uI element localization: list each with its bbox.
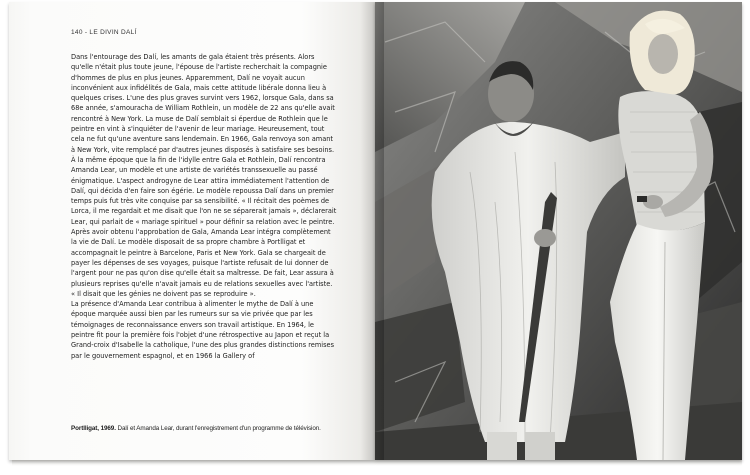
book-gutter-shadow (360, 2, 384, 460)
paragraph: À la même époque que la fin de l'idylle entre Gala et Rothlein, Dalí rencontra Amanda Lear, un modèle et une artiste de variétés transsexuelle au passé énigmatique. L'aspect androgyne de Lear attira immédiatement l'attention de Dalí, qui décida d'en faire son égérie. Le modèle repoussa Dalí dans un premier temps puis fut très vite conquise par sa sensibilité. « Il récitait des poèmes de Lorca, il me regardait et me disait que l'on ne se séparerait jamais », déclarerait Lear, qui parlait de « mariage spirituel » pour définir sa relation avec le peintre. (71, 155, 337, 226)
caption-description: Dalí et Amanda Lear, durant l'enregistrement d'un programme de télévision. (115, 425, 321, 432)
body-text (71, 52, 337, 361)
paragraph: Dans l'entourage des Dalí, les amants de gala étaient très présents. Alors qu'elle n'était plus toute jeune, l'épouse de l'artiste recherchait la compagnie d'hommes de plus en plus jeunes. Apparemment, Dalí ne voyait aucun inconvénient aux infidélités de Gala, mais cette attitude libérale donna lieu à quelques crises. L'une des plus graves survint vers 1962, lorsque Gala, dans sa 68e année, s'amouracha de William Rothlein, un modèle de 22 ans qu'elle avait rencontré à New York. La muse de Dalí semblait si éperdue de Rothlein que le peintre en vint à s'inquiéter de l'avenir de leur mariage. Heureusement, tout cela ne fut qu'une aventure sans lendemain. En 1966, Gala renvoya son amant à New York, vite remplacé par d'autres jeunes disposés à satisfaire ses besoins. (71, 53, 335, 154)
running-head: 140 - LE DIVIN DALÍ (71, 29, 137, 36)
paragraph: La présence d'Amanda Lear contribua à alimenter le mythe de Dalí à une époque marquée aussi bien par les rumeurs sur sa vie privée que par les témoignages de reconnaissance envers son travail artistique. En 1964, le peintre fit pour la première fois l'objet d'une rétrospective au Japon et reçut la Grand-croix d'Isabelle la catholique, l'une des plus grandes distinctions remises par le gouvernement espagnol, et en 1966 la Gallery of (71, 300, 335, 360)
right-page-photo (375, 2, 742, 460)
black-white-photograph (375, 2, 742, 460)
paragraph: Après avoir obtenu l'approbation de Gala, Amanda Lear intégra complètement la vie de Dalí. Le modèle disposait de sa propre chambre à Portlligat et accompagnait le peintre à Barcelone, Paris et New York. Gala se chargeait de payer les dépenses de ses voyages, puisque l'artiste refusait de lui donner de l'argent pour ne pas qu'on dise qu'elle était sa maîtresse. De fait, Lear assura à plusieurs reprises qu'elle n'avait jamais eu de relations sexuelles avec l'artiste. « Il disait que les génies ne doivent pas se reproduire ». (71, 228, 334, 298)
caption-place-date: Portlligat, 1969. (71, 425, 116, 432)
photo-caption (71, 425, 351, 432)
left-page (9, 2, 375, 460)
